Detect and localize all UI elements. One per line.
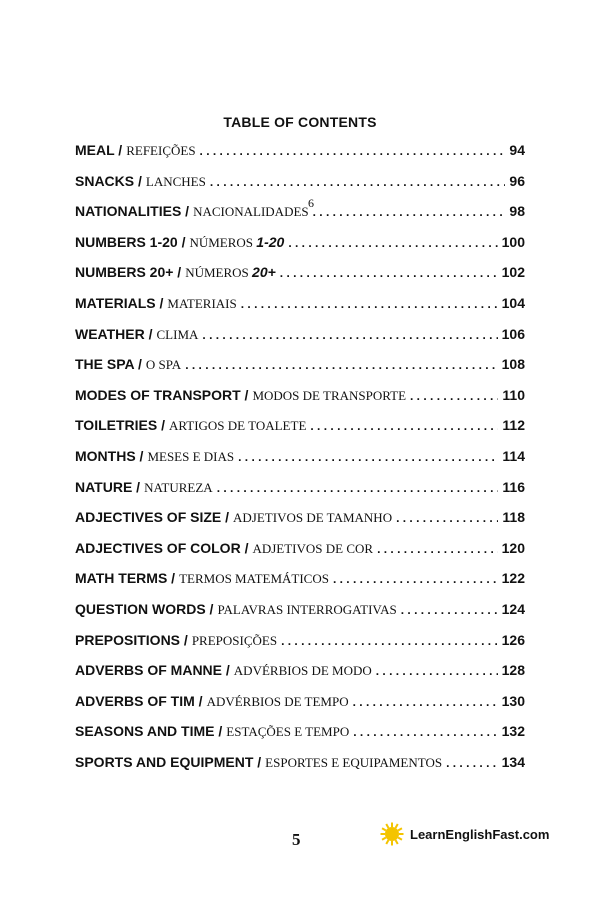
toc-entry-portuguese-text: PREPOSIÇÕES: [191, 632, 278, 648]
dot-leader: [185, 358, 497, 372]
toc-entry: [75, 173, 525, 204]
toc-entry-english: ADVERBS OF TIM /: [75, 692, 203, 709]
toc-entry-portuguese: [234, 663, 372, 679]
toc-entry-portuguese: [167, 296, 236, 312]
toc-entry-page-number: 132: [501, 723, 525, 740]
toc-entry-portuguese-text: NÚMEROS: [185, 265, 249, 281]
sun-ray: [396, 824, 398, 828]
toc-entry-english: MATERIALS /: [75, 294, 164, 311]
toc-entry-page-number: 116: [502, 478, 525, 495]
toc-entry-page-number: 118: [502, 509, 525, 526]
toc-entry: [75, 662, 525, 693]
toc-entry-portuguese: [217, 602, 396, 618]
dot-leader: [353, 695, 498, 709]
dot-leader: [410, 389, 498, 403]
dot-leader: [238, 450, 498, 464]
dot-leader: [310, 419, 498, 433]
toc-entry-portuguese: [147, 449, 234, 465]
toc-entry-portuguese: [265, 755, 442, 771]
toc-entry-page-number: 126: [501, 631, 525, 648]
toc-entry-portuguese: [157, 327, 199, 343]
toc-entry: [75, 417, 525, 448]
toc-entry-portuguese: [179, 571, 329, 587]
toc-entry-page-number: 94: [509, 142, 525, 158]
toc-entry-portuguese-text: MATERIAIS: [167, 295, 237, 311]
brand-name: LearnEnglishFast.com: [410, 826, 550, 842]
toc-entry: [75, 570, 525, 601]
dot-leader: [202, 328, 497, 342]
sun-ray: [382, 838, 386, 840]
toc-entry-portuguese-text: ESTAÇÕES E TEMPO: [226, 724, 350, 740]
toc-entry-page-number: 134: [501, 753, 525, 770]
toc-entry-english: MONTHS /: [75, 447, 144, 464]
dot-leader: [210, 175, 506, 189]
toc-entry: [75, 632, 525, 663]
toc-entry-portuguese-text: ADJETIVOS DE COR: [252, 540, 374, 556]
sun-ray: [398, 828, 402, 830]
dot-leader: [280, 266, 498, 280]
toc-entry-page-number: 112: [502, 417, 525, 434]
toc-entry-portuguese: [169, 418, 306, 434]
toc-entry-portuguese-text: REFEIÇÕES: [126, 143, 196, 158]
toc-entry-english: SPORTS AND EQUIPMENT /: [75, 753, 262, 770]
toc-entry-english: MATH TERMS /: [75, 570, 176, 587]
toc-entry-portuguese-text: O SPA: [145, 357, 182, 373]
toc-entry-portuguese: [192, 633, 277, 649]
toc-entry-page-number: 108: [501, 356, 525, 373]
toc-entry-english: SEASONS AND TIME /: [75, 723, 223, 740]
toc-entry-portuguese-text: NACIONALIDADES: [193, 204, 309, 220]
toc-entry-english: PREPOSITIONS /: [75, 631, 188, 648]
toc-entry-portuguese: [146, 174, 206, 190]
toc-entry-english: MODES OF TRANSPORT /: [75, 386, 249, 403]
running-page-mark: 6: [308, 196, 314, 210]
toc-list: [75, 142, 525, 784]
toc-entry: [75, 264, 525, 295]
toc-entry: [75, 693, 525, 724]
toc-entry-page-number: 102: [501, 264, 525, 281]
page-title: TABLE OF CONTENTS: [223, 114, 377, 130]
toc-entry-portuguese: [226, 724, 349, 740]
toc-entry-page-number: 130: [501, 692, 525, 709]
toc-entry: [75, 479, 525, 510]
toc-entry-english: NUMBERS 1-20 /: [75, 233, 186, 250]
toc-entry-page-number: 114: [502, 447, 525, 464]
dot-leader: [200, 144, 506, 158]
toc-entry-portuguese: [146, 357, 181, 373]
toc-entry-english: NATURE /: [75, 478, 141, 495]
toc-entry-portuguese-text: LANCHES: [145, 173, 206, 189]
toc-entry: [75, 448, 525, 479]
toc-entry-english: TOILETRIES /: [75, 417, 165, 434]
toc-entry-english: NATIONALITIES /: [75, 203, 190, 220]
toc-entry-page-number: 96: [509, 172, 525, 189]
toc-entry-portuguese: [207, 694, 349, 710]
toc-entry-english: THE SPA /: [75, 356, 142, 373]
toc-entry-page-number: 98: [509, 203, 525, 220]
toc-entry: [75, 234, 525, 265]
sun-ray: [398, 838, 402, 840]
toc-entry-portuguese: [252, 541, 373, 557]
toc-entry-english: NUMBERS 20+ /: [75, 264, 182, 281]
toc-entry-english: ADJECTIVES OF SIZE /: [75, 509, 230, 526]
brand: [380, 822, 549, 846]
toc-entry-portuguese: [185, 264, 276, 281]
toc-entry-page-number: 100: [501, 233, 525, 250]
toc-entry: [75, 203, 525, 234]
toc-entry: [75, 326, 525, 357]
sun-ray: [386, 824, 388, 828]
toc-entry: [75, 509, 525, 540]
toc-entry: [75, 387, 525, 418]
toc-entry-page-number: 104: [501, 294, 525, 311]
toc-entry-portuguese: [189, 234, 284, 251]
dot-leader: [288, 236, 497, 250]
toc-entry-portuguese-text: MESES E DIAS: [147, 448, 235, 464]
toc-entry-english: QUESTION WORDS /: [75, 600, 214, 617]
toc-entry: [75, 142, 525, 173]
dot-leader: [313, 205, 506, 219]
dot-leader: [241, 297, 498, 311]
dot-leader: [401, 603, 498, 617]
toc-entry-portuguese-text: ADVÉRBIOS DE MODO: [233, 663, 372, 679]
sun-logo-icon: [380, 822, 404, 846]
dot-leader: [396, 511, 498, 525]
toc-entry: [75, 723, 525, 754]
toc-entry-portuguese-text: ADVÉRBIOS DE TEMPO: [206, 693, 349, 709]
toc-entry-portuguese-text: MODOS DE TRANSPORTE: [252, 387, 407, 403]
toc-entry: [75, 601, 525, 632]
toc-entry-portuguese-text: TERMOS MATEMÁTICOS: [179, 571, 329, 587]
toc-entry-portuguese-number: 20+: [252, 264, 276, 281]
dot-leader: [281, 634, 498, 648]
dot-leader: [377, 542, 498, 556]
toc-entry-english: ADJECTIVES OF COLOR /: [75, 539, 249, 556]
toc-entry-portuguese-text: CLIMA: [156, 326, 199, 342]
toc-entry-portuguese: [144, 480, 213, 496]
dot-leader: [217, 481, 499, 495]
toc-entry-page-number: 124: [501, 600, 525, 617]
toc-entry-portuguese-text: ADJETIVOS DE TAMANHO: [233, 510, 393, 526]
toc-entry: [75, 295, 525, 326]
toc-entry-portuguese-text: ARTIGOS DE TOALETE: [168, 418, 307, 434]
toc-entry-english: SNACKS /: [75, 172, 142, 189]
toc-entry-portuguese: [193, 204, 309, 220]
dot-leader: [353, 725, 497, 739]
page-number: 5: [292, 830, 301, 849]
toc-entry-page-number: 106: [501, 325, 525, 342]
toc-entry-portuguese-number: 1-20: [256, 233, 285, 250]
toc-entry-page-number: 110: [502, 386, 525, 403]
toc-entry-page-number: 120: [501, 539, 525, 556]
toc-entry-portuguese-text: NATUREZA: [144, 479, 213, 495]
toc-entry-portuguese: [126, 143, 195, 159]
toc-entry: [75, 356, 525, 387]
toc-entry-english: ADVERBS OF MANNE /: [75, 662, 230, 679]
toc-entry-english: WEATHER /: [75, 325, 153, 342]
toc-entry-portuguese-text: ESPORTES E EQUIPAMENTOS: [265, 754, 443, 770]
toc-entry-portuguese: [252, 388, 406, 404]
dot-leader: [333, 572, 498, 586]
toc-entry: [75, 540, 525, 571]
toc-entry-page-number: 122: [501, 570, 525, 587]
sun-ray: [396, 840, 398, 844]
dot-leader: [376, 664, 498, 678]
toc-entry-portuguese-text: NÚMEROS: [189, 234, 254, 250]
toc-entry-portuguese-text: PALAVRAS INTERROGATIVAS: [217, 601, 397, 617]
sun-ray: [382, 828, 386, 830]
toc-entry-english: MEAL /: [75, 142, 123, 158]
dot-leader: [446, 756, 498, 770]
sun-ray: [386, 840, 388, 844]
toc-entry-portuguese: [233, 510, 392, 526]
toc-entry-page-number: 128: [501, 662, 525, 679]
toc-entry: [75, 754, 525, 785]
